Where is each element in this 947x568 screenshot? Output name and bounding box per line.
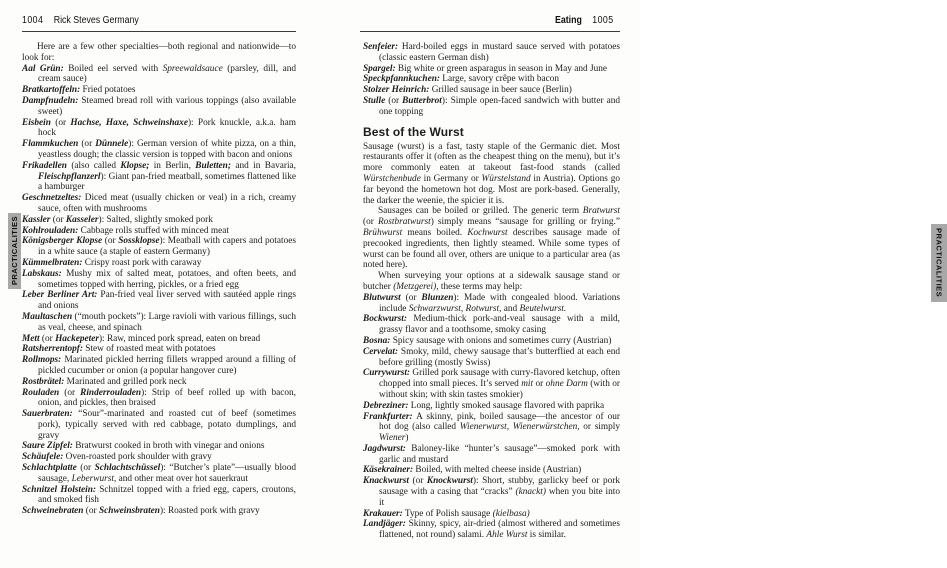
glossary-entry: Maultaschen (“mouth pockets”): Large ravioli with various fillings, such as veal, cheese, and spinach: [22, 311, 296, 333]
glossary-entry: Currywurst: Grilled pork sausage with curry-flavored ketchup, often chopped into small pieces. It’s served mit or ohne Darm (with or without skin; with skin tastes smokier): [363, 368, 620, 400]
glossary-entry: Labskaus: Mushy mix of salted meat, potatoes, and often beets, and sometimes topped with herring, pickles, or a fried egg: [22, 268, 296, 290]
book-title: Rick Steves Germany: [53, 15, 139, 26]
section-name: Eating: [555, 15, 583, 26]
glossary-entry: Debreziner: Long, lightly smoked sausage flavored with paprika: [363, 400, 605, 411]
page-number: 1004: [22, 15, 44, 26]
practicalities-tab-label: PRACTICALITIES: [934, 228, 944, 298]
glossary-entry: Landjäger: Skinny, spicy, air-dried (almost withered and sometimes flattened, not round) salami. Ahle Wurst is similar.: [363, 519, 620, 541]
glossary-entry: Käsekrainer: Boiled, with melted cheese inside (Austrian): [363, 465, 582, 476]
glossary-entry: Senfeier: Hard-boiled eggs in mustard sauce served with potatoes (classic eastern German dish): [363, 42, 620, 63]
glossary-entry: Krakauer: Type of Polish sausage (kielbasa): [363, 508, 530, 519]
glossary-entry: Geschnetzeltes: Diced meat (usually chicken or veal) in a rich, creamy sauce, often with mushrooms: [22, 193, 296, 214]
glossary-entry: Spargel: Big white or green asparagus in season in May and June: [363, 63, 608, 74]
glossary-entry: Leber Berliner Art: Pan-fried veal liver served with sautéed apple rings and onions: [22, 290, 296, 312]
header-rule: [360, 31, 620, 32]
glossary-entry: Rollmops: Marinated pickled herring fillets wrapped around a filling of pickled cucumber or onion (a popular hangover cure): [22, 355, 296, 376]
page-right: [320, 0, 944, 568]
glossary-entry: Mett (or Hackepeter): Raw, minced pork spread, eaten on bread: [22, 333, 261, 344]
glossary-entry: Aal Grün: Boiled eel served with Spreewaldsauce (parsley, dill, and cream sauce): [22, 63, 297, 85]
glossary-entry: Ratsherrentopf: Stew of roasted meat with potatoes: [22, 344, 216, 355]
paragraph: When surveying your options at a sidewalk sausage stand or butcher (Metzgerei), these terms may help:: [363, 271, 620, 292]
glossary-entry: Bosna: Spicy sausage with onions and sometimes curry (Austrian): [363, 335, 612, 346]
paragraph: Sausage (wurst) is a fast, tasty staple of the Germanic diet. Most restaurants offer it (often as the cheapest thing on the menu), but it’s more commonly eaten at takeout fast-food stands (called Würstchenbude in Germany or Würstelstand in Austria). Options go far beyond the hometown hot dog. Most are pork-based. Generally, the darker the weenie, the spicier it is.: [363, 141, 620, 206]
running-header-right: [555, 15, 614, 26]
glossary-entry: Stulle (or Butterbrot): Simple open-faced sandwich with butter and one topping: [363, 95, 620, 117]
glossary-entry: Kassler (or Kasseler): Salted, slightly smoked pork: [22, 214, 213, 225]
page-left-content: [22, 42, 296, 517]
header-rule: [22, 31, 296, 32]
running-header-left: [22, 15, 139, 26]
glossary-entry: Schweinebraten (or Schweinsbraten): Roasted pork with gravy: [22, 506, 260, 517]
paragraph: Sausages can be boiled or grilled. The generic term Bratwurst (or Rostbratwurst) simply means “sausage for grilling or frying.” Brühwurst means boiled. Kochwurst describes sausage made of precooked ingredients, then lightly steamed. While some types of wurst can be found all over, others are unique to a particular area (as noted here).: [363, 206, 620, 271]
glossary-entry: Rostbrätel: Marinated and grilled pork neck: [22, 376, 187, 387]
glossary-entry: Speckpfannkuchen: Large, savory crêpe with bacon: [363, 74, 560, 85]
practicalities-tab-label: PRACTICALITIES: [10, 216, 19, 286]
glossary-entry: Bratkartoffeln: Fried potatoes: [22, 85, 136, 96]
glossary-entry: Dampfnudeln: Steamed bread roll with various toppings (also available sweet): [22, 95, 296, 117]
glossary-entry: Schnitzel Holstein: Schnitzel topped with a fried egg, capers, croutons, and smoked fish: [22, 484, 296, 506]
glossary-entry: Sauerbraten: “Sour”-marinated and roasted cut of beef (sometimes pork), typically served with red cabbage, potato dumplings, and gravy: [22, 409, 296, 441]
page-left: [0, 0, 320, 568]
glossary-entry: Kohlrouladen: Cabbage rolls stuffed with minced meat: [22, 225, 229, 236]
glossary-entry: Schlachtplatte (or Schlachtschüssel): “Butcher’s plate”—usually blood sausage, Leberwurst, and other meat over hot sauerkraut: [22, 463, 296, 484]
glossary-entry: Königsberger Klopse (or Sossklopse): Meatball with capers and potatoes in a white sauce (a staple of eastern Germany): [22, 236, 296, 258]
glossary-entry: Rouladen (or Rinderrouladen): Strip of beef rolled up with bacon, onion, and pickles, then braised: [22, 387, 296, 409]
glossary-entry: Stolzer Heinrich: Grilled sausage in beer sauce (Berlin): [363, 85, 572, 96]
glossary-entry: Blutwurst (or Blunzen): Made with congealed blood. Variations include Schwarzwurst, Rotwurst, and Beutelwurst.: [363, 292, 620, 314]
glossary-entry: Eisbein (or Hachse, Haxe, Schweinshaxe): Pork knuckle, a.k.a. ham hock: [22, 117, 296, 139]
practicalities-tab-right: [931, 224, 947, 302]
glossary-entry: Flammkuchen (or Dünnele): German version of white pizza, on a thin, yeastless dough; the classic version is topped with bacon and onions: [22, 139, 296, 160]
practicalities-tab-left: [8, 213, 21, 289]
glossary-entry: Knackwurst (or Knockwurst): Short, stubby, garlicky beef or pork sausage with a casing that “cracks” (knackt) when you bite into it: [363, 476, 620, 508]
glossary-entry: Cervelat: Smoky, mild, chewy sausage that’s butterflied at each end before grilling (mostly Swiss): [363, 346, 620, 368]
glossary-entry: Schäufele: Oven-roasted pork shoulder with gravy: [22, 452, 212, 463]
glossary-entry: Saure Zipfel: Bratwurst cooked in broth with vinegar and onions: [22, 441, 265, 452]
glossary-entry: Frikadellen (also called Klopse; in Berlin, Buletten; and in Bavaria, Fleischpflanzerl): Giant pan-fried meatball, sometimes flattened like a hamburger: [22, 160, 296, 193]
glossary-entry: Frankfurter: A skinny, pink, boiled sausage—the ancestor of our hot dog (also called Wienerwurst, Wienerwürstchen, or simply Wiener): [363, 411, 621, 444]
paragraph: Here are a few other specialties—both regional and nationwide—to look for:: [22, 42, 296, 63]
section-heading: Best of the Wurst: [363, 124, 464, 139]
page-number: 1005: [592, 15, 614, 26]
page-right-content: [363, 42, 620, 541]
glossary-entry: Jagdwurst: Baloney-like “hunter’s sausage”—smoked pork with garlic and mustard: [363, 443, 620, 465]
glossary-entry: Kümmelbraten: Crispy roast pork with caraway: [22, 257, 202, 268]
glossary-entry: Bockwurst: Medium-thick pork-and-veal sausage with a mild, grassy flavor and a toothsome, smoky casing: [363, 314, 620, 336]
